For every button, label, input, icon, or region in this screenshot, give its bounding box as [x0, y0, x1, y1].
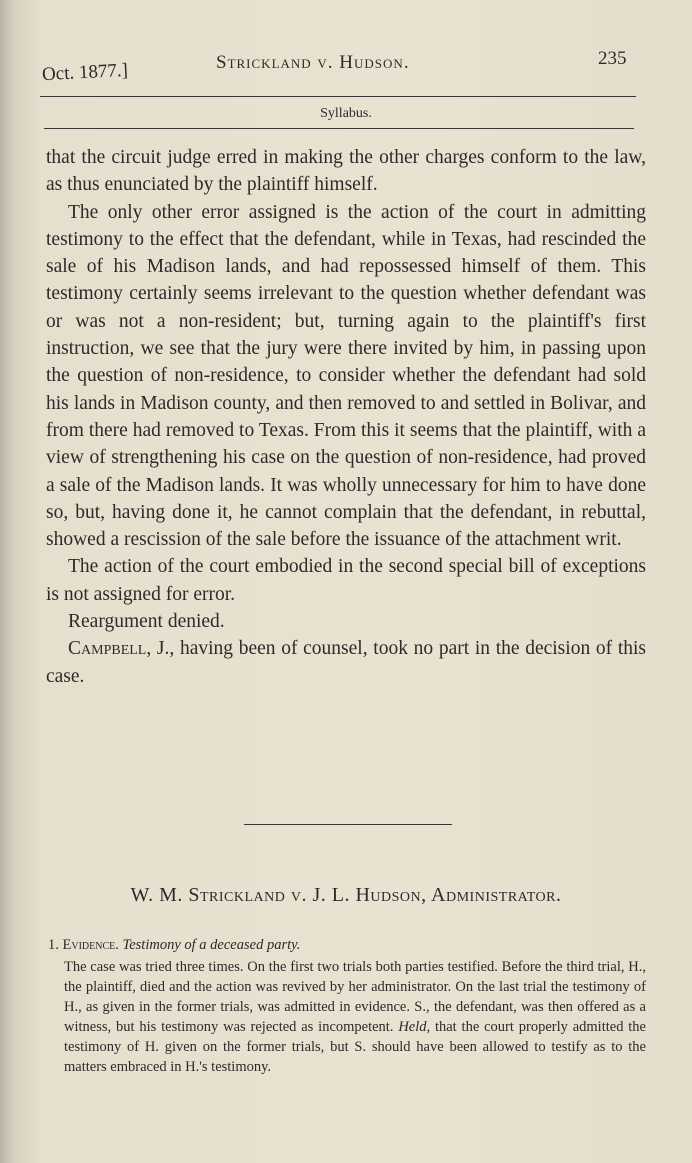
header-rule-bottom: [44, 128, 634, 129]
paragraph-reargument: Reargument denied.: [68, 611, 225, 633]
headnote-text-1: The case was tried three times. On the first two trials both parties testified. Before the third trial, H., the plaintiff, died and the action was revived by her administrator. On the last trial the testimony of H., as given in the former trials, was admitted in evidence. S., the defendant, was then offered as a witness, but his testimony was rejected as incompetent.: [64, 959, 646, 1035]
running-head-title: Strickland v. Hudson.: [216, 52, 410, 73]
headnote-heading: [48, 935, 646, 955]
body-text: [46, 144, 646, 690]
paragraph-campbell: [46, 635, 646, 690]
judge-name: Campbell, J.,: [68, 638, 175, 660]
headnote-topic: Evidence.: [62, 937, 119, 953]
headnote: [48, 935, 646, 1077]
paragraph-continued: that the circuit judge erred in making the other charges conform to the law, as thus enunciated by the plaintiff himself.: [46, 147, 646, 196]
headnote-number: 1.: [48, 937, 59, 953]
headnote-text-2: that the court properly admitted the testimony of H. given on the former trials, but S. should have been allowed to testify as to the matters embraced in H.'s testimony.: [64, 1019, 646, 1075]
paragraph-error-assigned: The only other error assigned is the action of the court in admitting testimony to the effect that the defendant, while in Texas, had rescinded the sale of his Madison lands, and had repossessed himself of them. This testimony certainly seems irrelevant to the question whether defendant was or was not a non-resident; but, turning again to the plaintiff's first instruction, we see that the jury were there invited by him, in passing upon the question of non-residence, to consider whether the defendant had sold his lands in Madison county, and then removed to and settled in Bolivar, and from there had removed to Texas. From this it seems that the plaintiff, with a view of strengthening his case on the question of non-residence, had proved a sale of the Madison lands. It was wholly unnecessary for him to have done so, but, having done it, he cannot complain that the defendant, in rebuttal, showed a rescission of the sale before the issuance of the attachment writ.: [46, 201, 646, 551]
header-rule-top: [40, 96, 636, 97]
headnote-body: [64, 957, 646, 1077]
section-divider: [244, 824, 452, 825]
section-label: Syllabus.: [320, 106, 372, 121]
paragraph-special-bill: The action of the court embodied in the second special bill of exceptions is not assigned for error.: [46, 556, 646, 605]
page-number: 235: [598, 48, 627, 69]
paragraph-campbell-text: having been of counsel, took no part in the decision of this case.: [46, 638, 646, 687]
running-head-date: Oct. 1877.]: [41, 59, 129, 86]
running-head: [0, 48, 692, 88]
headnote-held: Held,: [398, 1019, 431, 1035]
headnote-subtopic: Testimony of a deceased party.: [122, 937, 301, 953]
case-title: W. M. Strickland v. J. L. Hudson, Administrator.: [130, 884, 562, 906]
